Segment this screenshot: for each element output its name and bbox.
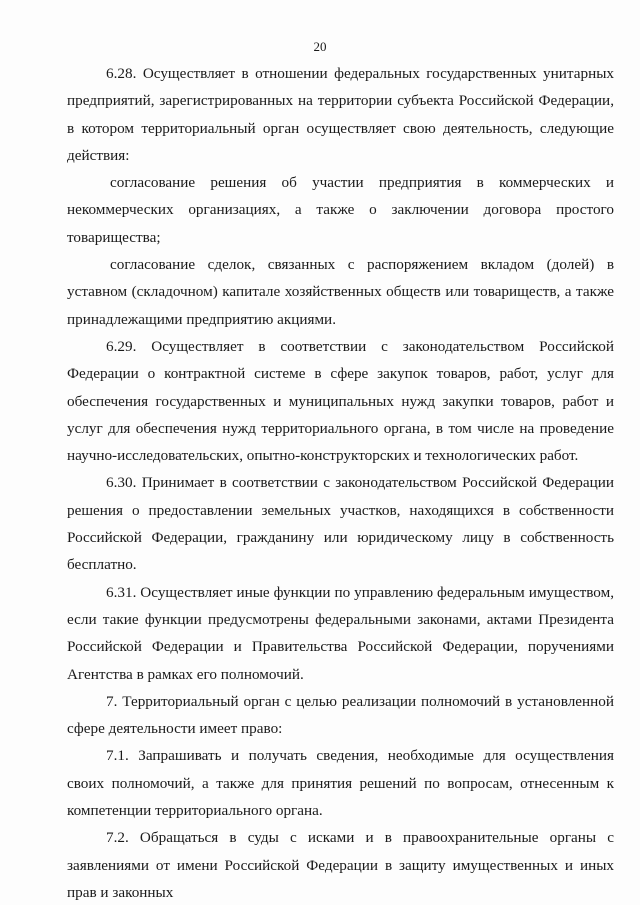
page-number: 20 <box>313 39 327 54</box>
paragraph-6-29: 6.29. Осуществляет в соответствии с законодательством Российской Федерации о контрактной системе в сфере закупок товаров, работ, услуг для обеспечения государственных и муниципальных нужд закупки товаров, работ и услуг для обеспечения нужд территориального органа, в том числе на проведение научно-исследовательских, опытно-конструкторских и технологических работ. <box>67 337 614 465</box>
paragraph-6-28: 6.28. Осуществляет в отношении федеральных государственных унитарных предприятий, зарегистрированных на территории субъекта Российской Федерации, в котором территориальный орган осуществляет свою деятельность, следующие действия: <box>67 65 614 164</box>
paragraph-7-2: 7.2. Обращаться в суды с исками и в правоохранительные органы с заявлениями от имени Российской Федерации в защиту имущественных и иных прав и законных <box>67 829 614 901</box>
paragraph-6-30: 6.30. Принимает в соответствии с законодательством Российской Федерации решения о предоставлении земельных участков, находящихся в собственности Российской Федерации, гражданину или юридическому лицу в собственность бесплатно. <box>67 474 614 574</box>
paragraph-6-28-item-1: согласование решения об участии предприятия в коммерческих и некоммерческих организациях, а также о заключении договора простого товарищества; <box>67 174 614 246</box>
paragraph-7: 7. Территориальный орган с целью реализации полномочий в установленной сфере деятельности имеет право: <box>67 692 614 738</box>
paragraph-6-28-item-2: согласование сделок, связанных с распоряжением вкладом (долей) в уставном (складочном) капитале хозяйственных обществ или товариществ, а также принадлежащими предприятию акциями. <box>67 256 614 328</box>
paragraph-7-1: 7.1. Запрашивать и получать сведения, необходимые для осуществления своих полномочий, а также для принятия решений по вопросам, отнесенным к компетенции территориального органа. <box>67 747 614 820</box>
document-body <box>67 60 614 906</box>
paragraph-6-31: 6.31. Осуществляет иные функции по управлению федеральным имуществом, если такие функции предусмотрены федеральными законами, актами Президента Российской Федерации и Правительства Российской Федерации, поручениями Агентства в рамках его полномочий. <box>67 583 614 683</box>
